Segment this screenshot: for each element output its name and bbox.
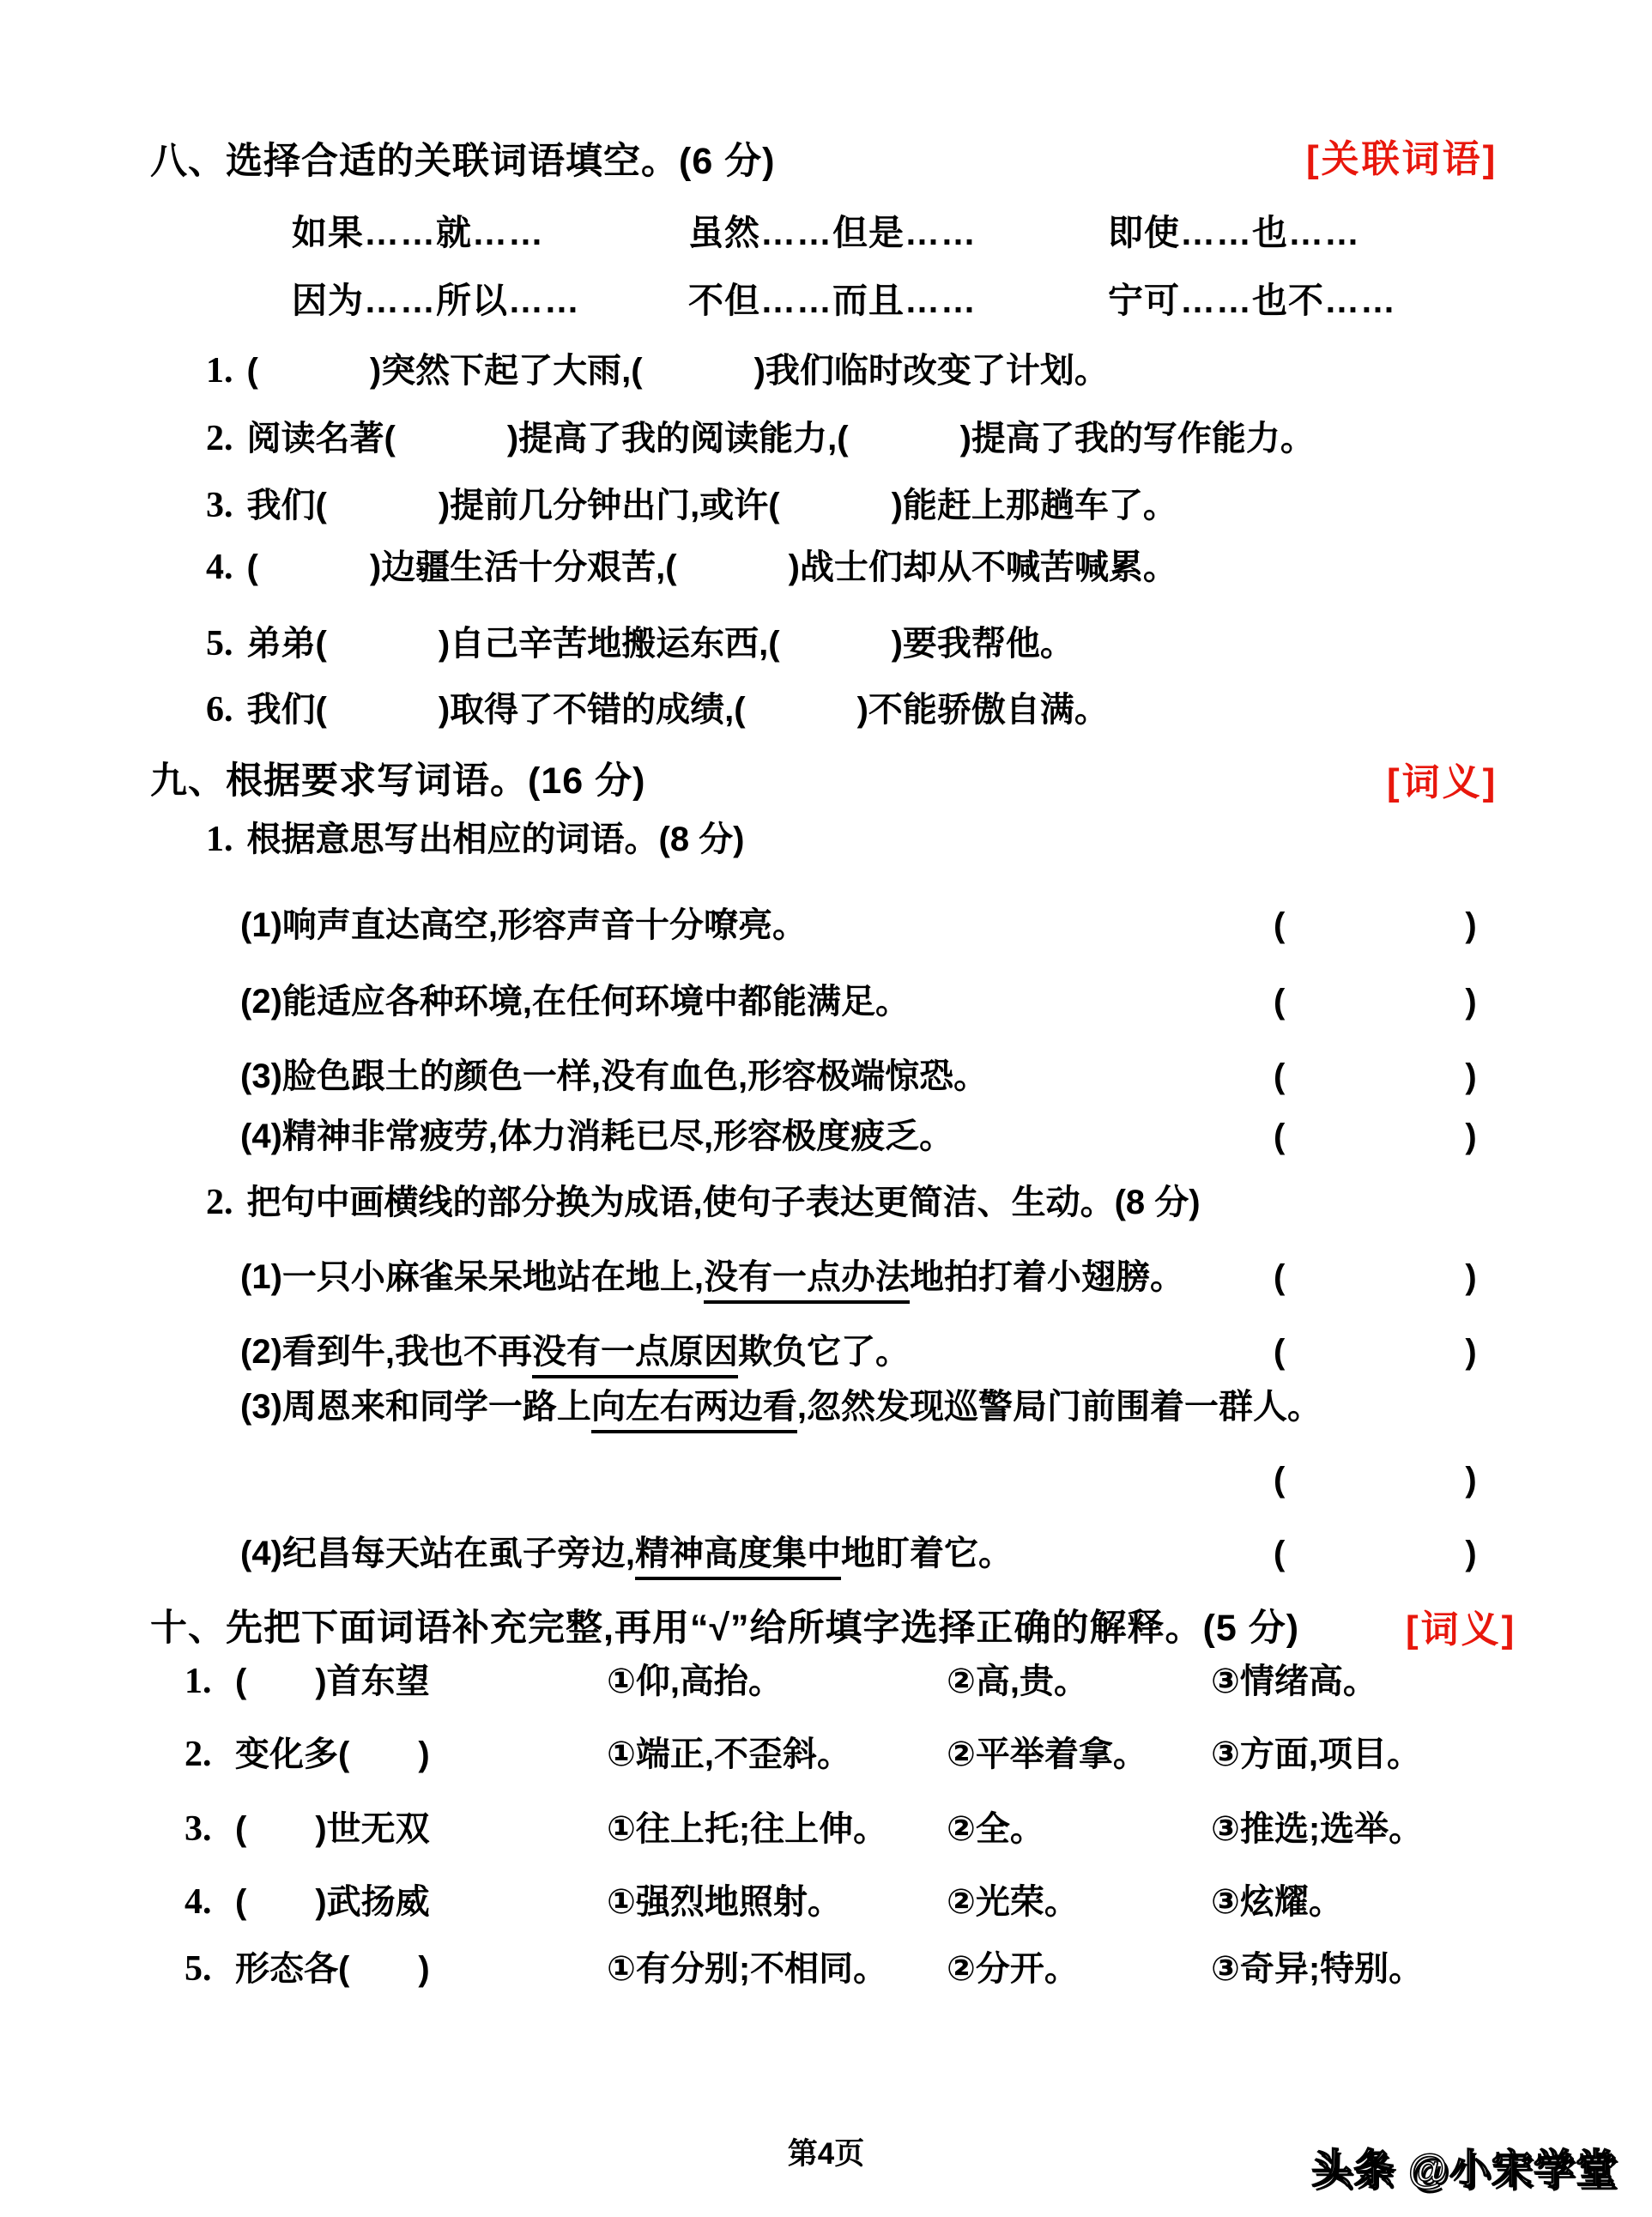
word-bank-item: 如果……就…… xyxy=(292,213,544,252)
definition-text: (4)精神非常疲劳,体力消耗已尽,形容极度疲乏。 xyxy=(240,1118,954,1155)
fill-blank xyxy=(258,380,370,382)
explanation-option-2: ②高,贵。 xyxy=(947,1663,1088,1700)
explanation-option-3: ③情绪高。 xyxy=(1211,1663,1377,1700)
paren-close: ) xyxy=(1465,1461,1477,1499)
definition-item-4 xyxy=(0,1112,1652,1160)
paren-open: ( xyxy=(1274,1333,1286,1371)
item-text: 弟弟( xyxy=(246,625,327,663)
swap-item-3 xyxy=(0,1383,1652,1431)
item-text: )自己辛苦地搬运东西,( xyxy=(438,625,780,663)
explanation-option-1: ①往上托;往上伸。 xyxy=(607,1810,888,1848)
answer-blank xyxy=(1274,1112,1477,1160)
item-number: 2. xyxy=(206,419,233,458)
explanation-option-1: ①端正,不歪斜。 xyxy=(607,1735,851,1773)
item-text: )要我帮他。 xyxy=(891,625,1074,663)
sentence-text: (3)周恩来和同学一路上向左右两边看,忽然发现巡警局门前围着一群人。 xyxy=(240,1388,1322,1426)
item-number: 1. xyxy=(185,1662,212,1701)
paren-open: ( xyxy=(1274,1461,1286,1499)
explanation-option-1: ①仰,高抬。 xyxy=(607,1663,783,1700)
swap-item-1 xyxy=(0,1253,1652,1301)
explanation-option-2: ②分开。 xyxy=(947,1950,1079,1988)
subsection-title: 把句中画横线的部分换为成语,使句子表达更简洁、生动。(8 分) xyxy=(246,1184,1201,1221)
fill-blank xyxy=(396,448,507,450)
item-number: 1. xyxy=(206,820,233,859)
question-item-3 xyxy=(0,482,1652,530)
explanation-option-2: ②平举着拿。 xyxy=(947,1735,1147,1773)
fill-blank xyxy=(677,577,789,578)
tag-word-meaning: [词义] xyxy=(1406,1608,1517,1651)
sentence-text: (2)看到牛,我也不再没有一点原因欺负它了。 xyxy=(240,1333,910,1371)
paren-open: ( xyxy=(1274,1535,1286,1572)
fill-blank xyxy=(327,719,439,721)
paren-open: ( xyxy=(1274,1057,1286,1095)
explanation-option-3: ③奇异;特别。 xyxy=(1211,1950,1424,1988)
answer-blank xyxy=(1274,1456,1477,1504)
term-with-blank: 形态各( ) xyxy=(235,1950,430,1988)
fill-blank xyxy=(849,448,960,450)
paren-close: ) xyxy=(1465,983,1477,1021)
paren-close: ) xyxy=(1465,1258,1477,1296)
fill-blank xyxy=(643,380,754,382)
underlined-phrase: 没有一点办法 xyxy=(704,1258,910,1304)
term-with-blank: ( )世无双 xyxy=(235,1810,430,1848)
item-number: 2. xyxy=(206,1183,233,1222)
definition-item-1 xyxy=(0,901,1652,949)
item-number: 4. xyxy=(185,1882,212,1922)
answer-blank xyxy=(1274,978,1477,1026)
term-with-blank: ( )武扬威 xyxy=(235,1883,430,1921)
paren-close: ) xyxy=(1465,1333,1477,1371)
item-text: )提前几分钟出门,或许( xyxy=(438,487,780,524)
paren-open: ( xyxy=(1274,1118,1286,1155)
explanation-option-1: ①有分别;不相同。 xyxy=(607,1950,888,1988)
subsection-9-2 xyxy=(0,1178,1652,1227)
page-number: 第4页 xyxy=(787,2137,865,2171)
definition-item-3 xyxy=(0,1052,1652,1100)
item-text: )取得了不错的成绩,( xyxy=(438,691,746,729)
item-text: )提高了我的写作能力。 xyxy=(959,420,1315,457)
tag-related-words: [关联词语] xyxy=(1306,138,1498,180)
answer-blank xyxy=(1274,901,1477,949)
question-item-1 xyxy=(0,347,1652,395)
explanation-option-3: ③推选;选举。 xyxy=(1211,1810,1424,1848)
item-text: )能赶上那趟车了。 xyxy=(891,487,1177,524)
item-number: 5. xyxy=(185,1949,212,1989)
definition-text: (3)脸色跟土的颜色一样,没有血色,形容极端惊恐。 xyxy=(240,1057,989,1095)
fill-blank xyxy=(246,1691,315,1693)
paren-close: ) xyxy=(1465,1535,1477,1572)
word-bank-item: 不但……而且…… xyxy=(688,281,977,320)
section-9-title: 九、根据要求写词语。(16 分) xyxy=(150,760,646,802)
fill-blank xyxy=(780,515,892,517)
fill-blank xyxy=(246,1911,315,1913)
section-8-title: 八、选择合适的关联词语填空。(6 分) xyxy=(150,141,776,182)
item-text: )提高了我的阅读能力,( xyxy=(506,420,849,457)
word-bank-item: 因为……所以…… xyxy=(292,281,580,320)
fill-blank xyxy=(780,653,892,655)
item-text: )边疆生活十分艰苦,( xyxy=(369,548,677,586)
question-item-2 xyxy=(0,415,1652,463)
explanation-option-2: ②全。 xyxy=(947,1810,1044,1848)
paren-close: ) xyxy=(1465,906,1477,944)
subsection-title: 根据意思写出相应的词语。(8 分) xyxy=(246,821,745,858)
fill-blank xyxy=(349,1978,418,1980)
item-text: )战士们却从不喊苦喊累。 xyxy=(788,548,1177,586)
underlined-phrase: 没有一点原因 xyxy=(532,1333,738,1378)
explanation-option-1: ①强烈地照射。 xyxy=(607,1883,842,1921)
item-text: 我们( xyxy=(246,487,327,524)
item-number: 3. xyxy=(206,486,233,525)
item-text: 我们( xyxy=(246,691,327,729)
explanation-option-3: ③方面,项目。 xyxy=(1211,1735,1421,1773)
item-number: 6. xyxy=(206,690,233,730)
definition-item-2 xyxy=(0,978,1652,1026)
fill-blank xyxy=(746,719,857,721)
item-text: ( xyxy=(246,548,258,586)
fill-blank xyxy=(258,577,370,578)
tag-word-meaning: [词义] xyxy=(1387,761,1498,803)
section-10-header xyxy=(0,1604,1652,1652)
item-number: 1. xyxy=(206,351,233,391)
word-bank-item: 宁可……也不…… xyxy=(1108,281,1396,320)
sentence-text: (4)纪昌每天站在虱子旁边,精神高度集中地盯着它。 xyxy=(240,1535,1013,1572)
word-bank-item: 虽然……但是…… xyxy=(688,213,977,252)
answer-blank xyxy=(1274,1052,1477,1100)
item-text: )不能骄傲自满。 xyxy=(856,691,1109,729)
explanation-option-2: ②光荣。 xyxy=(947,1883,1079,1921)
definition-text: (1)响声直达高空,形容声音十分嘹亮。 xyxy=(240,906,807,944)
swap-item-4 xyxy=(0,1529,1652,1578)
swap-item-2 xyxy=(0,1328,1652,1376)
item-text: )我们临时改变了计划。 xyxy=(753,352,1109,390)
paren-open: ( xyxy=(1274,983,1286,1021)
paren-open: ( xyxy=(1274,1258,1286,1296)
question-item-6 xyxy=(0,686,1652,734)
question-item-4 xyxy=(0,543,1652,591)
paren-open: ( xyxy=(1274,906,1286,944)
paren-close: ) xyxy=(1465,1118,1477,1155)
underlined-phrase: 向左右两边看 xyxy=(591,1388,797,1433)
explanation-option-3: ③炫耀。 xyxy=(1211,1883,1343,1921)
term-with-blank: ( )首东望 xyxy=(235,1663,430,1700)
definition-text: (2)能适应各种环境,在任何环境中都能满足。 xyxy=(240,983,910,1021)
answer-blank xyxy=(1274,1328,1477,1376)
item-number: 4. xyxy=(206,548,233,587)
answer-blank xyxy=(1274,1529,1477,1578)
fill-blank xyxy=(349,1764,418,1766)
word-bank-item: 即使……也…… xyxy=(1108,213,1360,252)
sentence-text: (1)一只小麻雀呆呆地站在地上,没有一点办法地拍打着小翅膀。 xyxy=(240,1258,1184,1296)
item-number: 2. xyxy=(185,1735,212,1774)
item-text: ( xyxy=(246,352,258,390)
item-text: )突然下起了大雨,( xyxy=(369,352,643,390)
section-10-title: 十、先把下面词语补充完整,再用“√”给所填字选择正确的解释。(5 分) xyxy=(150,1608,1300,1649)
item-text: 阅读名著( xyxy=(246,420,396,457)
item-number: 3. xyxy=(185,1809,212,1849)
answer-blank xyxy=(1274,1253,1477,1301)
item-number: 5. xyxy=(206,624,233,663)
underlined-phrase: 精神高度集中 xyxy=(635,1535,841,1580)
fill-blank xyxy=(327,515,439,517)
fill-blank xyxy=(246,1838,315,1840)
term-with-blank: 变化多( ) xyxy=(235,1735,430,1773)
subsection-9-1 xyxy=(0,815,1652,863)
paren-close: ) xyxy=(1465,1057,1477,1095)
watermark: 头条 @小宋学堂 xyxy=(1311,2146,1618,2191)
fill-blank xyxy=(327,653,439,655)
question-item-5 xyxy=(0,620,1652,668)
